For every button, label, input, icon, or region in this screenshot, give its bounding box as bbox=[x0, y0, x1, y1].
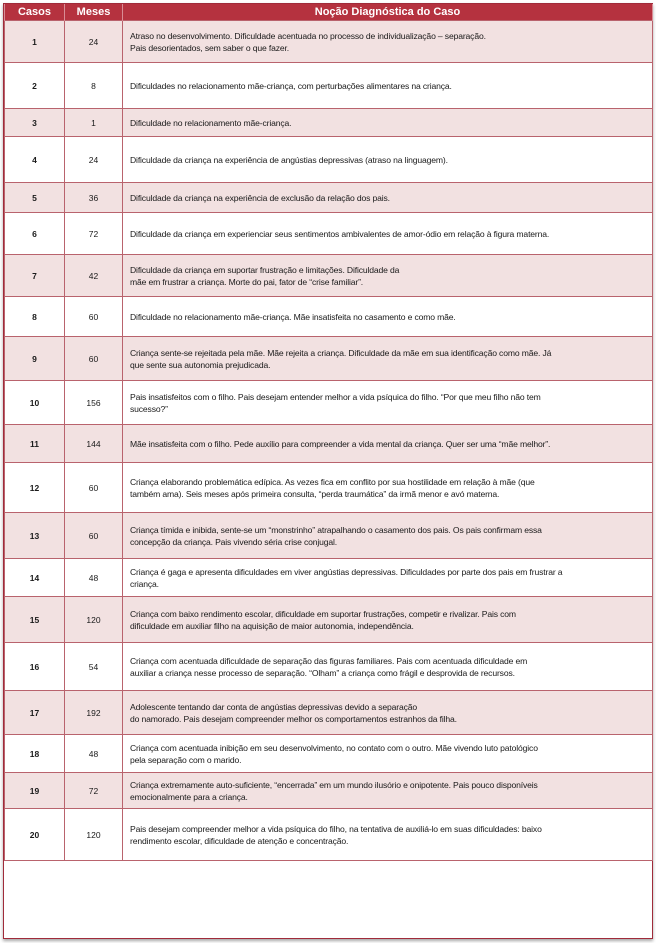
caso-number: 20 bbox=[5, 809, 65, 861]
nocao-line: Dificuldade da criança em suportar frustração e limitações. Dificuldade da bbox=[130, 264, 400, 275]
meses-value: 60 bbox=[65, 463, 123, 513]
nocao-line: auxiliar a criança nesse processo de separação. “Olham” a criança como frágil e desprovida de recursos. bbox=[130, 667, 515, 678]
caso-number: 1 bbox=[5, 21, 65, 63]
header-nocao: Noção Diagnóstica do Caso bbox=[123, 4, 653, 21]
nocao-line: Dificuldade da criança na experiência de exclusão da relação dos pais. bbox=[130, 192, 390, 203]
nocao-diagnostica bbox=[123, 463, 653, 513]
nocao-line: Criança com baixo rendimento escolar, dificuldade em suportar frustrações, competir e rivalizar. Pais com bbox=[130, 608, 516, 619]
caso-number: 16 bbox=[5, 643, 65, 691]
caso-number: 17 bbox=[5, 691, 65, 735]
table-body bbox=[5, 21, 653, 861]
nocao-line: dificuldade em auxiliar filho na aquisição de maior autonomia, independência. bbox=[130, 620, 414, 631]
meses-value: 156 bbox=[65, 381, 123, 425]
table-row bbox=[5, 773, 653, 809]
table-row bbox=[5, 735, 653, 773]
nocao-line: Criança sente-se rejeitada pela mãe. Mãe rejeita a criança. Dificuldade da mãe em sua identificação como mãe. Já bbox=[130, 347, 552, 358]
caso-number: 19 bbox=[5, 773, 65, 809]
nocao-diagnostica bbox=[123, 597, 653, 643]
table-row bbox=[5, 559, 653, 597]
table-row bbox=[5, 255, 653, 297]
caso-number: 2 bbox=[5, 63, 65, 109]
table-row bbox=[5, 213, 653, 255]
meses-value: 120 bbox=[65, 809, 123, 861]
cases-table bbox=[4, 4, 653, 861]
nocao-line: Dificuldade da criança na experiência de angústias depressivas (atraso na linguagem). bbox=[130, 154, 448, 165]
meses-value: 144 bbox=[65, 425, 123, 463]
caso-number: 5 bbox=[5, 183, 65, 213]
nocao-line: Dificuldade no relacionamento mãe-criança. Mãe insatisfeita no casamento e como mãe. bbox=[130, 311, 456, 322]
table-row bbox=[5, 137, 653, 183]
table-row bbox=[5, 691, 653, 735]
caso-number: 12 bbox=[5, 463, 65, 513]
nocao-diagnostica bbox=[123, 109, 653, 137]
table-row bbox=[5, 109, 653, 137]
table-row bbox=[5, 597, 653, 643]
nocao-diagnostica bbox=[123, 21, 653, 63]
nocao-diagnostica bbox=[123, 213, 653, 255]
nocao-line: Criança com acentuada inibição em seu desenvolvimento, no contato com o outro. Mãe vivendo luto patológico bbox=[130, 742, 538, 753]
nocao-diagnostica bbox=[123, 137, 653, 183]
nocao-diagnostica bbox=[123, 381, 653, 425]
nocao-line: criança. bbox=[130, 578, 159, 589]
meses-value: 60 bbox=[65, 297, 123, 337]
meses-value: 1 bbox=[65, 109, 123, 137]
caso-number: 11 bbox=[5, 425, 65, 463]
table-row bbox=[5, 381, 653, 425]
meses-value: 72 bbox=[65, 213, 123, 255]
header-meses: Meses bbox=[65, 4, 123, 21]
nocao-diagnostica bbox=[123, 297, 653, 337]
table-row bbox=[5, 63, 653, 109]
table-row bbox=[5, 425, 653, 463]
caso-number: 10 bbox=[5, 381, 65, 425]
nocao-diagnostica bbox=[123, 183, 653, 213]
meses-value: 24 bbox=[65, 21, 123, 63]
nocao-line: mãe em frustrar a criança. Morte do pai, fator de “crise familiar”. bbox=[130, 276, 364, 287]
nocao-line: Dificuldade da criança em experienciar seus sentimentos ambivalentes de amor-ódio em relação à figura materna. bbox=[130, 228, 550, 239]
nocao-line: do namorado. Pais desejam compreender melhor os comportamentos estranhos da filha. bbox=[130, 713, 457, 724]
header-casos: Casos bbox=[5, 4, 65, 21]
nocao-diagnostica bbox=[123, 809, 653, 861]
nocao-line: rendimento escolar, dificuldade de atenção e concentração. bbox=[130, 835, 349, 846]
caso-number: 13 bbox=[5, 513, 65, 559]
nocao-line: que sente sua autonomia prejudicada. bbox=[130, 359, 271, 370]
table-row bbox=[5, 21, 653, 63]
nocao-diagnostica bbox=[123, 735, 653, 773]
meses-value: 24 bbox=[65, 137, 123, 183]
meses-value: 120 bbox=[65, 597, 123, 643]
meses-value: 72 bbox=[65, 773, 123, 809]
nocao-line: emocionalmente para a criança. bbox=[130, 791, 248, 802]
nocao-line: Pais insatisfeitos com o filho. Pais desejam entender melhor a vida psíquica do filho. “Por que meu filho não tem bbox=[130, 391, 541, 402]
nocao-line: Criança é gaga e apresenta dificuldades em viver angústias depressivas. Dificuldades por parte dos pais em frustrar a bbox=[130, 566, 563, 577]
nocao-line: concepção da criança. Pais vivendo séria crise conjugal. bbox=[130, 536, 338, 547]
meses-value: 48 bbox=[65, 735, 123, 773]
nocao-diagnostica bbox=[123, 63, 653, 109]
nocao-diagnostica bbox=[123, 691, 653, 735]
table-row bbox=[5, 337, 653, 381]
nocao-line: pela separação com o marido. bbox=[130, 754, 242, 765]
nocao-diagnostica bbox=[123, 425, 653, 463]
table-row bbox=[5, 297, 653, 337]
caso-number: 4 bbox=[5, 137, 65, 183]
caso-number: 3 bbox=[5, 109, 65, 137]
table-row bbox=[5, 183, 653, 213]
meses-value: 192 bbox=[65, 691, 123, 735]
caso-number: 18 bbox=[5, 735, 65, 773]
meses-value: 60 bbox=[65, 513, 123, 559]
header-row bbox=[5, 4, 653, 21]
nocao-line: Atraso no desenvolvimento. Dificuldade acentuada no processo de individualização – separação. bbox=[130, 30, 486, 41]
meses-value: 60 bbox=[65, 337, 123, 381]
nocao-line: também ama). Seis meses após primeira consulta, “perda traumática” da irmã menor e avó materna. bbox=[130, 488, 500, 499]
nocao-line: Criança elaborando problemática edípica. As vezes fica em conflito por sua hostilidade em relação à mãe (que bbox=[130, 476, 535, 487]
caso-number: 8 bbox=[5, 297, 65, 337]
nocao-line: Pais desorientados, sem saber o que fazer. bbox=[130, 42, 289, 53]
nocao-line: Criança extremamente auto-suficiente, “encerrada” em um mundo ilusório e onipotente. Pais pouco disponíveis bbox=[130, 779, 538, 790]
nocao-line: Mãe insatisfeita com o filho. Pede auxílio para compreender a vida mental da criança. Quer ser uma “mãe melhor”. bbox=[130, 438, 551, 449]
nocao-line: Adolescente tentando dar conta de angústias depressivas devido a separação bbox=[130, 701, 418, 712]
nocao-line: Criança com acentuada dificuldade de separação das figuras familiares. Pais com acentuada dificuldade em bbox=[130, 655, 528, 666]
table-row bbox=[5, 809, 653, 861]
caso-number: 9 bbox=[5, 337, 65, 381]
nocao-diagnostica bbox=[123, 559, 653, 597]
nocao-diagnostica bbox=[123, 773, 653, 809]
nocao-diagnostica bbox=[123, 513, 653, 559]
nocao-line: Dificuldade no relacionamento mãe-criança. bbox=[130, 117, 292, 128]
meses-value: 8 bbox=[65, 63, 123, 109]
meses-value: 36 bbox=[65, 183, 123, 213]
nocao-diagnostica bbox=[123, 643, 653, 691]
nocao-line: Pais desejam compreender melhor a vida psíquica do filho, na tentativa de auxiliá-lo em suas dificuldades: baixo bbox=[130, 823, 542, 834]
meses-value: 48 bbox=[65, 559, 123, 597]
meses-value: 54 bbox=[65, 643, 123, 691]
caso-number: 15 bbox=[5, 597, 65, 643]
caso-number: 14 bbox=[5, 559, 65, 597]
caso-number: 6 bbox=[5, 213, 65, 255]
table-row bbox=[5, 513, 653, 559]
nocao-diagnostica bbox=[123, 255, 653, 297]
table-row bbox=[5, 463, 653, 513]
nocao-line: sucesso?” bbox=[130, 403, 168, 414]
meses-value: 42 bbox=[65, 255, 123, 297]
cases-table-frame bbox=[3, 3, 653, 939]
nocao-line: Criança tímida e inibida, sente-se um “monstrinho” atrapalhando o casamento dos pais. Os pais confirmam essa bbox=[130, 524, 542, 535]
table-row bbox=[5, 643, 653, 691]
nocao-diagnostica bbox=[123, 337, 653, 381]
nocao-line: Dificuldades no relacionamento mãe-criança, com perturbações alimentares na criança. bbox=[130, 80, 452, 91]
caso-number: 7 bbox=[5, 255, 65, 297]
